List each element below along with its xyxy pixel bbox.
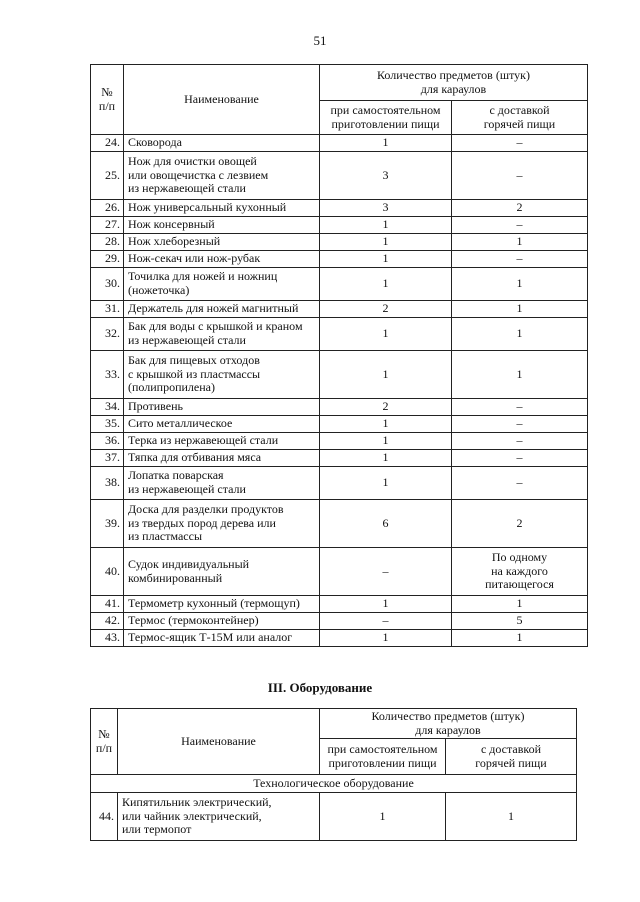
row-number: 24. [91, 135, 124, 152]
table-row [91, 596, 588, 613]
row-number: 38. [91, 467, 124, 500]
qty-self-cooking: 6 [320, 500, 452, 548]
qty-hot-delivery: – [452, 433, 588, 450]
qty-hot-delivery: 1 [452, 318, 588, 351]
header-quantity: Количество предметов (штук) для караулов [320, 709, 577, 739]
item-name: Нож-секач или нож-рубак [124, 251, 320, 268]
row-number: 34. [91, 399, 124, 416]
item-name: Лопатка поварская из нержавеющей стали [124, 467, 320, 500]
qty-self-cooking: 2 [320, 399, 452, 416]
table-row [91, 793, 577, 841]
page-number: 51 [313, 33, 327, 48]
row-number: 26. [91, 200, 124, 217]
row-number: 33. [91, 351, 124, 399]
item-name: Кипятильник электрический, или чайник электрический, или термопот [118, 793, 320, 841]
qty-self-cooking: 3 [320, 200, 452, 217]
item-name: Нож хлеборезный [124, 234, 320, 251]
table-row [91, 416, 588, 433]
table-row [91, 433, 588, 450]
qty-self-cooking: 1 [320, 416, 452, 433]
qty-hot-delivery: 1 [452, 630, 588, 647]
table-row [91, 318, 588, 351]
qty-hot-delivery: – [452, 135, 588, 152]
item-name: Точилка для ножей и ножниц (ножеточка) [124, 268, 320, 301]
item-name: Противень [124, 399, 320, 416]
qty-hot-delivery: – [452, 416, 588, 433]
qty-hot-delivery: – [452, 399, 588, 416]
table-row [91, 135, 588, 152]
row-number: 28. [91, 234, 124, 251]
table-row [91, 467, 588, 500]
qty-hot-delivery: – [452, 152, 588, 200]
table-row [91, 234, 588, 251]
qty-hot-delivery: 2 [452, 500, 588, 548]
row-number: 32. [91, 318, 124, 351]
qty-self-cooking: 2 [320, 301, 452, 318]
header-quantity: Количество предметов (штук) для караулов [320, 65, 588, 101]
row-number: 42. [91, 613, 124, 630]
row-number: 43. [91, 630, 124, 647]
table-row [91, 450, 588, 467]
table-row [91, 630, 588, 647]
row-number: 30. [91, 268, 124, 301]
qty-hot-delivery: – [452, 467, 588, 500]
row-number: 25. [91, 152, 124, 200]
section-title: III. Оборудование [267, 680, 373, 695]
row-number: 29. [91, 251, 124, 268]
qty-self-cooking: – [320, 548, 452, 596]
row-number: 40. [91, 548, 124, 596]
header-self-cooking: при самостоятельном приготовлении пищи [320, 101, 452, 135]
qty-hot-delivery: – [452, 450, 588, 467]
qty-hot-delivery: 1 [452, 234, 588, 251]
qty-self-cooking: 1 [320, 433, 452, 450]
qty-hot-delivery: 1 [452, 351, 588, 399]
header-self-cooking: при самостоятельном приготовлении пищи [320, 739, 446, 775]
qty-hot-delivery: 5 [452, 613, 588, 630]
equipment-table-bottom [90, 708, 577, 841]
qty-self-cooking: 3 [320, 152, 452, 200]
table-row [91, 217, 588, 234]
qty-hot-delivery: 2 [452, 200, 588, 217]
qty-self-cooking: 1 [320, 467, 452, 500]
item-name: Тяпка для отбивания мяса [124, 450, 320, 467]
header-num: № п/п [91, 65, 124, 135]
row-number: 36. [91, 433, 124, 450]
table-row [91, 500, 588, 548]
qty-self-cooking: 1 [320, 234, 452, 251]
item-name: Держатель для ножей магнитный [124, 301, 320, 318]
item-name: Бак для пищевых отходов с крышкой из пластмассы (полипропилена) [124, 351, 320, 399]
table-row [91, 613, 588, 630]
table-row [91, 200, 588, 217]
header-hot-delivery: с доставкой горячей пищи [452, 101, 588, 135]
header-name: Наименование [118, 709, 320, 775]
item-name: Нож универсальный кухонный [124, 200, 320, 217]
item-name: Термометр кухонный (термощуп) [124, 596, 320, 613]
item-name: Нож для очистки овощей или овощечистка с лезвием из нержавеющей стали [124, 152, 320, 200]
item-name: Термос (термоконтейнер) [124, 613, 320, 630]
item-name: Терка из нержавеющей стали [124, 433, 320, 450]
group-heading: Технологическое оборудование [91, 775, 577, 793]
row-number: 35. [91, 416, 124, 433]
qty-self-cooking: 1 [320, 630, 452, 647]
qty-self-cooking: 1 [320, 135, 452, 152]
table-row [91, 351, 588, 399]
qty-self-cooking: 1 [320, 793, 446, 841]
qty-self-cooking: 1 [320, 217, 452, 234]
item-name: Сито металлическое [124, 416, 320, 433]
row-number: 44. [91, 793, 118, 841]
qty-self-cooking: 1 [320, 450, 452, 467]
qty-hot-delivery: – [452, 217, 588, 234]
table-row [91, 399, 588, 416]
item-name: Бак для воды с крышкой и краном из нержавеющей стали [124, 318, 320, 351]
qty-self-cooking: 1 [320, 351, 452, 399]
equipment-table-top [90, 64, 588, 647]
item-name: Термос-ящик Т-15М или аналог [124, 630, 320, 647]
header-name: Наименование [124, 65, 320, 135]
item-name: Судок индивидуальный комбинированный [124, 548, 320, 596]
table-row [91, 301, 588, 318]
qty-hot-delivery: – [452, 251, 588, 268]
row-number: 37. [91, 450, 124, 467]
qty-hot-delivery: 1 [452, 301, 588, 318]
item-name: Доска для разделки продуктов из твердых пород дерева или из пластмассы [124, 500, 320, 548]
table-row [91, 268, 588, 301]
qty-hot-delivery: 1 [446, 793, 577, 841]
qty-self-cooking: 1 [320, 268, 452, 301]
table-row [91, 251, 588, 268]
qty-hot-delivery: 1 [452, 596, 588, 613]
header-num: № п/п [91, 709, 118, 775]
row-number: 41. [91, 596, 124, 613]
item-name: Нож консервный [124, 217, 320, 234]
row-number: 27. [91, 217, 124, 234]
header-hot-delivery: с доставкой горячей пищи [446, 739, 577, 775]
qty-self-cooking: 1 [320, 596, 452, 613]
qty-self-cooking: – [320, 613, 452, 630]
table-row [91, 548, 588, 596]
qty-hot-delivery: 1 [452, 268, 588, 301]
qty-hot-delivery: По одному на каждого питающегося [452, 548, 588, 596]
row-number: 39. [91, 500, 124, 548]
row-number: 31. [91, 301, 124, 318]
item-name: Сковорода [124, 135, 320, 152]
qty-self-cooking: 1 [320, 251, 452, 268]
table-row [91, 152, 588, 200]
qty-self-cooking: 1 [320, 318, 452, 351]
